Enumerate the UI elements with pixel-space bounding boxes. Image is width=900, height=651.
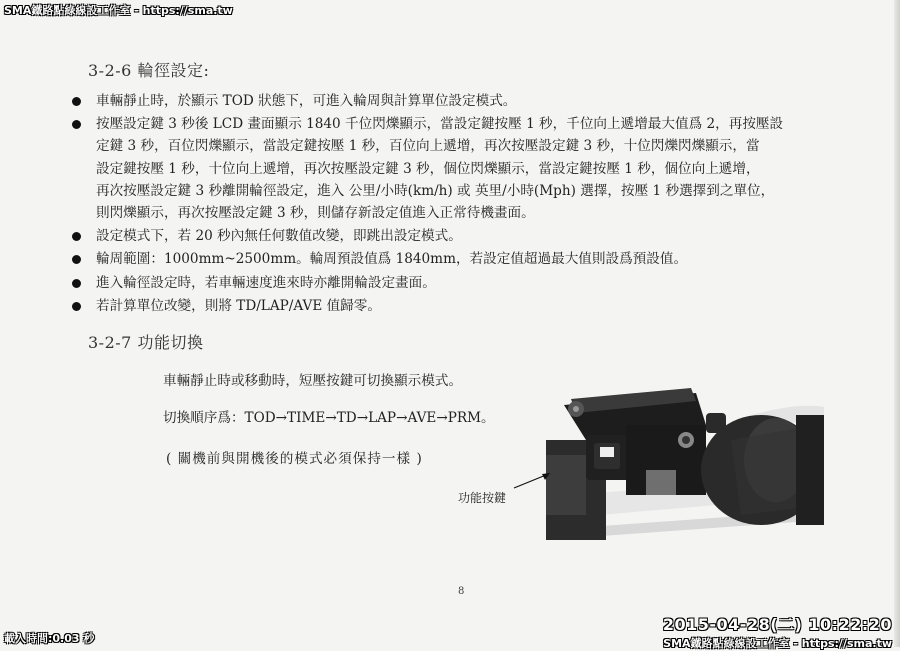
- bullet-line: 設定鍵按壓 1 秒，十位向上遞增，再次按壓設定鍵 3 秒，個位閃爍顯示，當設定鍵按壓 1 秒，個位向上遞增，: [96, 160, 760, 177]
- bullet-item: [70, 295, 860, 317]
- mode-retention-note: ( 關機前與開機後的模式必須保持一樣 ): [166, 451, 423, 467]
- wheel-setting-bullet-list: [70, 90, 860, 318]
- bullet-dot-icon: [72, 232, 81, 241]
- bullet-item: [70, 248, 860, 270]
- scan-edge: [894, 0, 900, 647]
- handlebar-control-photo: [546, 385, 824, 550]
- function-key-callout: 功能按鍵: [458, 491, 507, 505]
- bullet-line: 則閃爍顯示，再次按壓設定鍵 3 秒，則儲存新設定值進入正常待機畫面。: [96, 205, 535, 222]
- bullet-line: 設定模式下，若 20 秒內無任何數值改變，即跳出設定模式。: [96, 228, 462, 245]
- bullet-item: [70, 272, 860, 294]
- bullet-dot-icon: [72, 302, 81, 311]
- bullet-line: 按壓設定鍵 3 秒後 LCD 畫面顯示 1840 千位閃爍顯示，當設定鍵按壓 1 秒，千位向上遞增最大值爲 2，再按壓設: [96, 116, 784, 133]
- watermark-timestamp: 2015-04-28(二) 10:22:20: [662, 615, 892, 634]
- timestamp-watermark: [663, 612, 892, 651]
- bullet-line: 若計算單位改變，則將 TD/LAP/AVE 值歸零。: [96, 297, 381, 314]
- bullet-line: 輪周範圍：1000mm~2500mm。輪周預設值爲 1840mm，若設定值超過最大值則設爲預設值。: [96, 251, 688, 268]
- section-heading-wheel-setting: 3-2-6 輪徑設定:: [88, 61, 210, 80]
- bullet-item: [70, 90, 860, 112]
- bullet-line: 進入輪徑設定時，若車輛速度進來時亦離開輪設定畫面。: [96, 274, 436, 291]
- function-switch-description: 車輛靜止時或移動時，短壓按鍵可切換顯示模式。: [163, 373, 463, 389]
- switch-order: 切換順序爲：TOD→TIME→TD→LAP→AVE→PRM。: [163, 410, 495, 426]
- watermark-top: SMA鐵路點綠線設工作室 - https://sma.tw: [4, 4, 233, 17]
- bullet-dot-icon: [72, 120, 81, 129]
- page-number: 8: [458, 586, 465, 597]
- section-heading-function-switch: 3-2-7 功能切換: [88, 333, 204, 352]
- callout-arrow-icon: [512, 472, 552, 490]
- bullet-dot-icon: [72, 97, 81, 106]
- bullet-item: [70, 113, 860, 224]
- bullet-line: 車輛靜止時，於顯示 TOD 狀態下，可進入輪周與計算單位設定模式。: [96, 93, 517, 109]
- load-time-watermark: 載入時間:0.03 秒: [4, 632, 95, 645]
- bullet-dot-icon: [72, 255, 81, 264]
- watermark-url: SMA鐵路點綠線設工作室 - https://sma.tw: [663, 637, 892, 650]
- bullet-item: [70, 225, 860, 247]
- bullet-line: 再次按壓設定鍵 3 秒離開輪徑設定，進入 公里/小時(km/h) 或 英里/小時(Mph) 選擇，按壓 1 秒選擇到之單位，: [96, 182, 775, 199]
- bullet-dot-icon: [72, 279, 81, 288]
- bullet-line: 定鍵 3 秒，百位閃爍顯示，當設定鍵按壓 1 秒，百位向上遞增，再次按壓設定鍵 3 秒，十位閃爍閃爍顯示，當: [96, 138, 760, 155]
